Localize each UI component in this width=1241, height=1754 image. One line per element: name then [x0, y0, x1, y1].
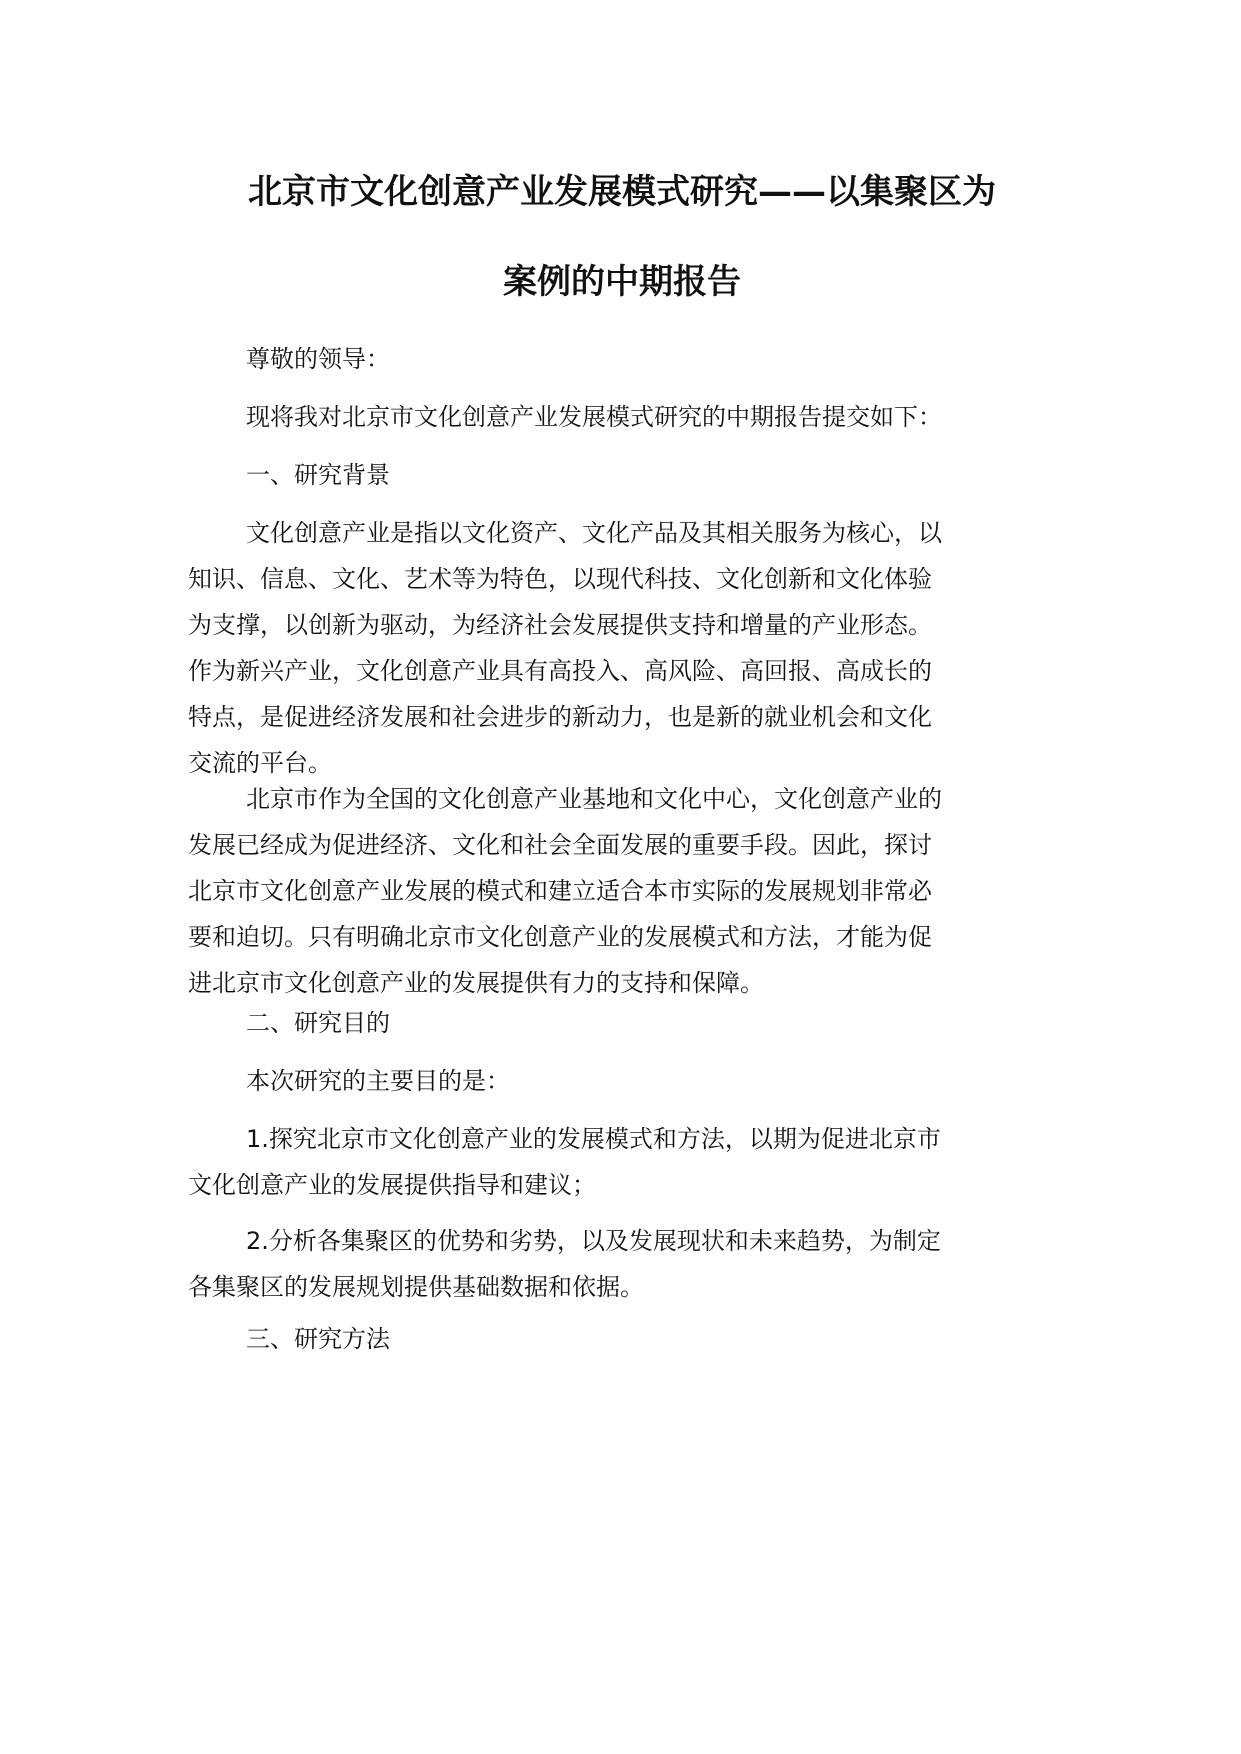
paragraph-line: 作为新兴产业，文化创意产业具有高投入、高风险、高回报、高成长的 [188, 657, 932, 685]
paragraph-line: 为支撑，以创新为驱动，为经济社会发展提供支持和增量的产业形态。 [188, 611, 932, 639]
paragraph-line: 交流的平台。 [188, 749, 332, 777]
paragraph-line: 知识、信息、文化、艺术等为特色，以现代科技、文化创新和文化体验 [188, 565, 932, 593]
paragraph-line: 要和迫切。只有明确北京市文化创意产业的发展模式和方法，才能为促 [188, 923, 932, 951]
section-2-item-2 [188, 1218, 1030, 1310]
section-2-intro [188, 1058, 1030, 1104]
section-1-paragraph-1 [188, 510, 1030, 786]
paragraph-line: 发展已经成为促进经济、文化和社会全面发展的重要手段。因此，探讨 [188, 831, 932, 859]
section-2-heading-text: 二、研究目的 [246, 1009, 390, 1037]
list-item-line: 文化创意产业的发展提供指导和建议； [188, 1171, 596, 1199]
document-title [188, 172, 1056, 302]
intro-text: 现将我对北京市文化创意产业发展模式研究的中期报告提交如下： [246, 403, 942, 431]
section-2-item-1 [188, 1116, 1030, 1208]
title-line-2: 案例的中期报告 [503, 262, 741, 302]
section-1-heading-text: 一、研究背景 [246, 461, 390, 489]
section-3-heading [188, 1316, 1030, 1362]
list-item-line: 各集聚区的发展规划提供基础数据和依据。 [188, 1273, 644, 1301]
section-2-heading [188, 1000, 1030, 1046]
intro-paragraph [188, 394, 1030, 440]
paragraph-line: 北京市文化创意产业发展的模式和建立适合本市实际的发展规划非常必 [188, 877, 932, 905]
section-1-paragraph-2 [188, 776, 1030, 1006]
paragraph-line: 北京市作为全国的文化创意产业基地和文化中心，文化创意产业的 [246, 785, 942, 813]
salutation [188, 336, 1030, 382]
section-2-intro-text: 本次研究的主要目的是： [246, 1067, 510, 1095]
salutation-text: 尊敬的领导： [246, 345, 390, 373]
paragraph-line: 进北京市文化创意产业的发展提供有力的支持和保障。 [188, 969, 764, 997]
section-3-heading-text: 三、研究方法 [246, 1325, 390, 1353]
list-item-line: 2.分析各集聚区的优势和劣势，以及发展现状和未来趋势，为制定 [246, 1227, 941, 1255]
section-1-heading [188, 452, 1030, 498]
title-line-1: 北京市文化创意产业发展模式研究——以集聚区为 [248, 172, 996, 212]
list-item-line: 1.探究北京市文化创意产业的发展模式和方法，以期为促进北京市 [246, 1125, 941, 1153]
paragraph-line: 文化创意产业是指以文化资产、文化产品及其相关服务为核心，以 [246, 519, 942, 547]
paragraph-line: 特点，是促进经济发展和社会进步的新动力，也是新的就业机会和文化 [188, 703, 932, 731]
